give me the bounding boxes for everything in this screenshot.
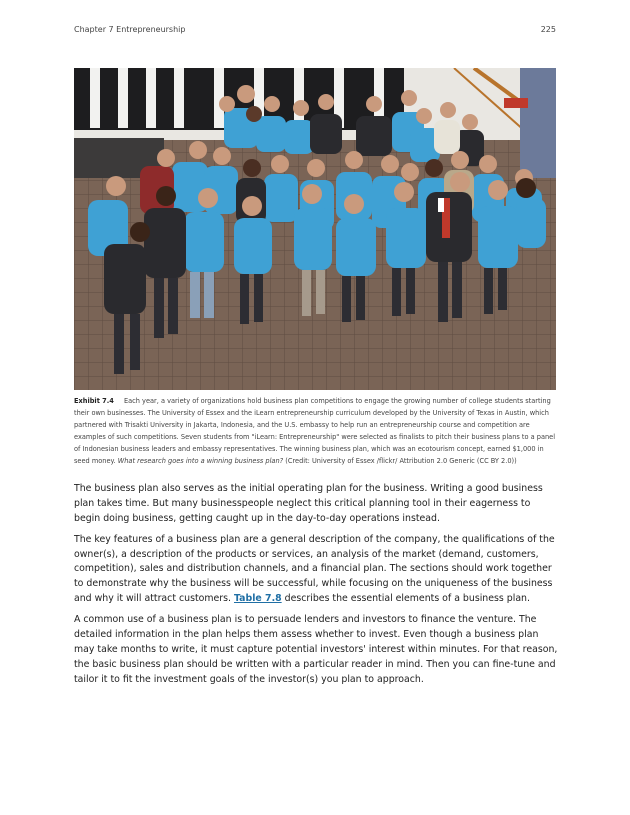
- chapter-header: Chapter 7 Entrepreneurship: [74, 25, 186, 34]
- paragraph-3: A common use of a business plan is to persuade lenders and investors to finance the venture. The detailed information in the plan helps them assess whether to invest. Even though a business plan may take months to write, it must capture potential investors' interest within minutes. For that reason, the basic business plan should be written with a particular reader in mind. Then you can fine-tune and tailor it to fit the investment goals of the investor(s) you plan to approach.: [74, 614, 558, 685]
- paragraph-1: The business plan also serves as the initial operating plan for the business. Writing a good business plan takes time. But many businesspeople neglect this critical planning tool in their eagerness to begin doing business, getting caught up in the day-to-day operations instead.: [74, 483, 543, 524]
- group-photo: [74, 68, 556, 390]
- body-text: [74, 482, 558, 694]
- figure-caption: [74, 395, 556, 468]
- table-7-8-link[interactable]: Table 7.8: [233, 593, 282, 605]
- paragraph-2: [74, 533, 558, 607]
- caption-text: Each year, a variety of organizations hold business plan competitions to engage the growing number of college students starting their own businesses. The University of Essex and the iLearn entrepreneurship curriculum developed by the University of Texas in Austin, which partnered with Trisakti University in Jakarta, Indonesia, and the U.S. embassy to help run an entrepreneurship course and competition are examples of such competitions. Seven students from "iLearn: Entrepreneurship" were selected as finalists to pitch their business plans to a panel of Indonesian business leaders and embassy representatives. The winning business plan, which was an ecotourism concept, earned $1,000 in seed money.: [74, 397, 556, 466]
- caption-credit: (Credit: University of Essex /flickr/ Attribution 2.0 Generic (CC BY 2.0)): [285, 457, 517, 466]
- figure-label: Exhibit 7.4: [74, 397, 114, 405]
- paragraph-2-text-a: The key features of a business plan are a general description of the company, the qualifications of the owner(s), a description of the products or services, an analysis of the market (demand, customers, competition), sales and distribution channels, and a financial plan. The sections should work together to demonstrate why the business will be successful, while focusing on the uniqueness of the business and why it will attract customers.: [74, 533, 555, 605]
- paragraph-2-text-b: describes the essential elements of a business plan.: [281, 593, 530, 605]
- caption-question: What research goes into a winning business plan?: [117, 457, 284, 466]
- page-number: 225: [540, 25, 556, 34]
